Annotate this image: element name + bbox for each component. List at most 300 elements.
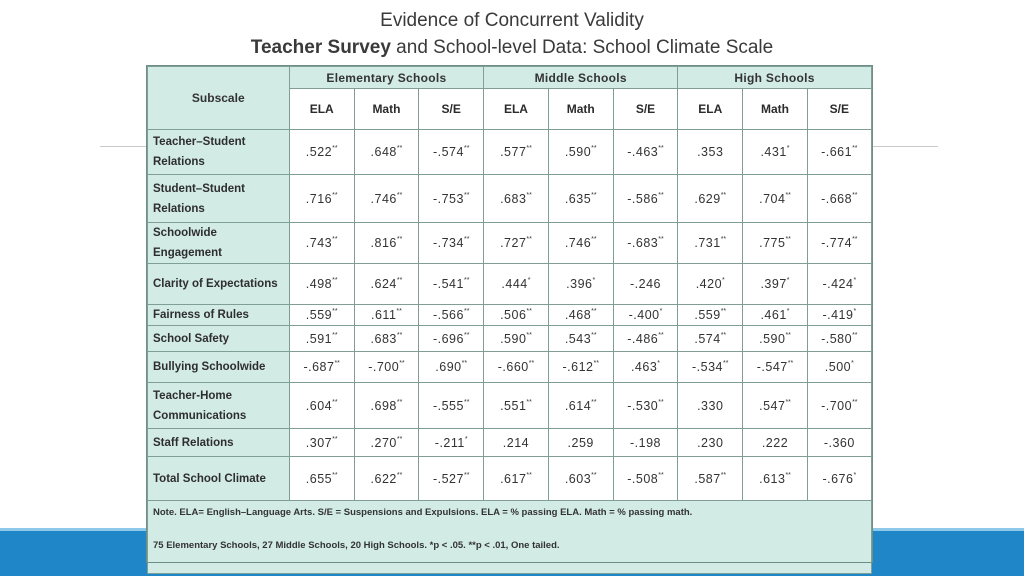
value-cell <box>548 175 613 223</box>
cell-value: .559 <box>305 308 333 322</box>
cell-value: -.463 <box>627 145 659 159</box>
significance-marker: ** <box>463 145 470 152</box>
significance-marker: ** <box>463 331 470 339</box>
cell-value: .683 <box>500 191 527 206</box>
cell-value: .353 <box>697 145 724 159</box>
significance-marker: * <box>592 277 596 284</box>
value-cell <box>354 457 418 501</box>
significance-marker: ** <box>396 398 403 406</box>
value-cell <box>548 130 613 175</box>
value-cell <box>613 352 677 383</box>
significance-marker: ** <box>332 145 338 152</box>
cell-value: .746 <box>564 236 592 250</box>
cell-value: .574 <box>694 331 721 346</box>
significance-marker: ** <box>591 308 597 315</box>
cell-value: .461 <box>760 308 787 322</box>
significance-marker: ** <box>463 277 470 284</box>
significance-marker: ** <box>399 360 405 367</box>
significance-marker: ** <box>720 308 727 315</box>
significance-marker: ** <box>526 308 532 315</box>
significance-marker: ** <box>332 277 338 284</box>
group-header-elementary: Elementary Schools <box>289 67 484 89</box>
cell-value: .704 <box>759 191 786 206</box>
cell-value: .716 <box>305 191 333 206</box>
cell-value: .396 <box>566 277 593 291</box>
cell-value: .655 <box>305 471 333 486</box>
value-cell <box>354 223 418 264</box>
cell-value: .498 <box>305 277 333 291</box>
significance-marker: ** <box>591 398 597 406</box>
cell-value: -.547 <box>756 360 788 374</box>
cell-value: .463 <box>630 360 658 374</box>
value-cell <box>419 326 484 352</box>
value-cell <box>743 264 807 305</box>
divider-left <box>100 146 148 147</box>
significance-marker: * <box>657 360 661 367</box>
row-label: Teacher-Home Communications <box>148 383 290 429</box>
cell-value: .587 <box>694 471 721 486</box>
significance-marker: ** <box>852 236 858 243</box>
cell-value: .603 <box>564 471 592 486</box>
value-cell <box>289 326 354 352</box>
cell-value: -.683 <box>627 236 659 250</box>
significance-marker: ** <box>332 398 338 406</box>
significance-marker: * <box>786 277 790 284</box>
value-cell <box>613 326 677 352</box>
significance-marker: ** <box>528 360 535 367</box>
row-label: Staff Relations <box>148 429 290 457</box>
significance-marker: ** <box>396 236 403 243</box>
value-cell <box>743 175 807 223</box>
row-label: Schoolwide Engagement <box>148 223 290 264</box>
significance-marker: ** <box>852 331 858 339</box>
title-rest-part: and School-level Data: School Climate Scale <box>390 37 774 58</box>
value-cell <box>678 305 743 326</box>
value-cell <box>807 305 871 326</box>
value-cell <box>289 305 354 326</box>
cell-value: .222 <box>761 435 789 450</box>
value-cell <box>613 223 677 264</box>
table-row <box>148 326 872 352</box>
value-cell <box>354 429 418 457</box>
cell-value: -.527 <box>432 471 464 486</box>
cell-value: .727 <box>500 236 527 250</box>
slide-title-line2 <box>0 37 1024 59</box>
value-cell <box>807 429 871 457</box>
subcol-header: Math <box>354 89 418 130</box>
table-note <box>148 501 872 574</box>
cell-value: .591 <box>305 331 333 346</box>
value-cell <box>807 326 871 352</box>
significance-marker: ** <box>852 191 858 199</box>
significance-marker: ** <box>785 398 791 406</box>
cell-value: -.700 <box>368 360 400 374</box>
divider-right <box>872 146 938 147</box>
cell-value: -.696 <box>432 331 464 346</box>
value-cell <box>613 383 677 429</box>
significance-marker: ** <box>332 308 338 315</box>
table-row <box>148 130 872 175</box>
validity-table <box>147 66 872 562</box>
cell-value: -.661 <box>821 145 853 159</box>
note-abbreviations: Note. ELA= English–Language Arts. S/E = Suspensions and Expulsions. ELA = % passing ELA. Math = % passing math. <box>153 507 693 518</box>
significance-marker: ** <box>463 191 470 199</box>
cell-value: .397 <box>760 277 787 291</box>
significance-marker: ** <box>852 145 858 152</box>
value-cell <box>354 305 418 326</box>
significance-marker: ** <box>526 331 532 339</box>
cell-value: .590 <box>759 331 786 346</box>
correlation-table <box>147 66 872 574</box>
significance-marker: ** <box>591 331 597 339</box>
cell-value: .444 <box>501 277 528 291</box>
table-row <box>148 383 872 429</box>
value-cell <box>807 457 871 501</box>
cell-value: .559 <box>694 308 721 322</box>
cell-value: .731 <box>694 236 721 250</box>
cell-value: -.668 <box>821 191 853 206</box>
value-cell <box>354 264 418 305</box>
significance-marker: ** <box>658 398 664 406</box>
value-cell <box>613 305 677 326</box>
significance-marker: ** <box>526 191 532 199</box>
value-cell <box>807 383 871 429</box>
cell-value: .506 <box>500 308 527 322</box>
cell-value: -.700 <box>821 398 853 413</box>
significance-marker: ** <box>396 308 402 315</box>
significance-marker: ** <box>463 398 470 406</box>
value-cell <box>484 223 548 264</box>
table-row <box>148 429 872 457</box>
cell-value: .611 <box>371 308 397 322</box>
slide-title-line1: Evidence of Concurrent Validity <box>380 10 644 31</box>
cell-value: .230 <box>697 435 724 450</box>
value-cell <box>613 264 677 305</box>
cell-value: .547 <box>759 398 786 413</box>
cell-value: .613 <box>759 471 786 486</box>
value-cell <box>548 264 613 305</box>
cell-value: -.734 <box>432 236 464 250</box>
value-cell <box>678 457 743 501</box>
significance-marker: ** <box>396 331 403 339</box>
cell-value: -.246 <box>629 277 661 291</box>
value-cell <box>678 383 743 429</box>
significance-marker: ** <box>526 145 532 152</box>
value-cell <box>484 130 548 175</box>
significance-marker: ** <box>463 236 470 243</box>
value-cell <box>678 429 743 457</box>
significance-marker: * <box>786 145 790 152</box>
cell-value: .577 <box>500 145 527 159</box>
table-row <box>148 264 872 305</box>
value-cell <box>484 264 548 305</box>
value-cell <box>613 130 677 175</box>
value-cell <box>419 457 484 501</box>
cell-value: -.580 <box>821 331 853 346</box>
significance-marker: * <box>464 435 468 443</box>
group-header-high: High Schools <box>678 67 872 89</box>
significance-marker: ** <box>591 471 597 479</box>
significance-marker: ** <box>658 145 664 152</box>
significance-marker: ** <box>526 398 532 406</box>
value-cell <box>678 223 743 264</box>
row-label: School Safety <box>148 326 290 352</box>
significance-marker: ** <box>591 145 597 152</box>
significance-marker: ** <box>658 191 664 199</box>
cell-value: -.534 <box>692 360 724 374</box>
significance-marker: ** <box>593 360 599 367</box>
significance-marker: * <box>853 308 857 315</box>
cell-value: .604 <box>305 398 333 413</box>
value-cell <box>678 130 743 175</box>
value-cell <box>419 175 484 223</box>
table-row <box>148 352 872 383</box>
cell-value: .330 <box>697 398 724 413</box>
value-cell <box>289 429 354 457</box>
cell-value: .617 <box>500 471 527 486</box>
value-cell <box>807 264 871 305</box>
note-sample-significance: 75 Elementary Schools, 27 Middle Schools, 20 High Schools. *p < .05. **p < .01, One tailed. <box>153 540 560 551</box>
significance-marker: * <box>527 277 531 284</box>
significance-marker: ** <box>723 360 729 367</box>
title-bold-part: Teacher Survey <box>250 37 391 58</box>
subcol-header: ELA <box>678 89 743 130</box>
value-cell <box>354 326 418 352</box>
value-cell <box>484 429 548 457</box>
value-cell <box>419 429 484 457</box>
cell-value: .259 <box>567 435 594 450</box>
significance-marker: ** <box>591 191 597 199</box>
significance-marker: ** <box>396 191 403 199</box>
value-cell <box>678 264 743 305</box>
cell-value: .500 <box>824 360 852 374</box>
cell-value: -.360 <box>823 435 855 450</box>
value-cell <box>548 383 613 429</box>
cell-value: -.774 <box>821 236 853 250</box>
significance-marker: ** <box>785 471 791 479</box>
cell-value: .590 <box>564 145 592 159</box>
significance-marker: ** <box>787 360 794 367</box>
cell-value: .270 <box>370 435 397 450</box>
significance-marker: ** <box>658 471 664 479</box>
cell-value: .214 <box>502 435 530 450</box>
cell-value: -.424 <box>822 277 854 291</box>
significance-marker: ** <box>396 435 403 443</box>
value-cell <box>289 457 354 501</box>
value-cell <box>354 130 418 175</box>
table-row <box>148 305 872 326</box>
value-cell <box>613 457 677 501</box>
row-label: Teacher–Student Relations <box>148 130 290 175</box>
value-cell <box>484 326 548 352</box>
significance-marker: ** <box>332 331 338 339</box>
significance-marker: ** <box>720 236 727 243</box>
value-cell <box>678 352 743 383</box>
subscale-header: Subscale <box>148 67 290 130</box>
value-cell <box>743 457 807 501</box>
significance-marker: * <box>853 471 857 479</box>
significance-marker: * <box>786 308 790 315</box>
cell-value: .635 <box>564 191 592 206</box>
cell-value: .775 <box>759 236 786 250</box>
value-cell <box>484 383 548 429</box>
value-cell <box>743 352 807 383</box>
subcol-header: ELA <box>484 89 548 130</box>
significance-marker: ** <box>785 331 791 339</box>
cell-value: -.530 <box>627 398 659 413</box>
value-cell <box>484 352 548 383</box>
significance-marker: * <box>853 277 857 284</box>
value-cell <box>289 264 354 305</box>
significance-marker: ** <box>785 191 791 199</box>
row-label: Total School Climate <box>148 457 290 501</box>
cell-value: .648 <box>370 145 397 159</box>
significance-marker: ** <box>463 471 470 479</box>
cell-value: -.586 <box>627 191 659 206</box>
cell-value: -.612 <box>562 360 594 374</box>
cell-value: .543 <box>564 331 592 346</box>
value-cell <box>419 223 484 264</box>
cell-value: -.419 <box>822 308 854 322</box>
value-cell <box>548 223 613 264</box>
value-cell <box>807 175 871 223</box>
cell-value: -.555 <box>432 398 464 413</box>
value-cell <box>678 326 743 352</box>
value-cell <box>743 326 807 352</box>
significance-marker: * <box>659 308 663 315</box>
value-cell <box>678 175 743 223</box>
value-cell <box>354 383 418 429</box>
group-header-middle: Middle Schools <box>484 67 678 89</box>
cell-value: .590 <box>500 331 527 346</box>
cell-value: .522 <box>305 145 333 159</box>
cell-value: -.508 <box>627 471 659 486</box>
cell-value: -.400 <box>628 308 660 322</box>
significance-marker: ** <box>720 471 727 479</box>
value-cell <box>289 130 354 175</box>
value-cell <box>419 352 484 383</box>
value-cell <box>807 352 871 383</box>
significance-marker: ** <box>332 191 338 199</box>
value-cell <box>548 326 613 352</box>
row-label: Clarity of Expectations <box>148 264 290 305</box>
cell-value: .624 <box>370 277 397 291</box>
value-cell <box>613 429 677 457</box>
significance-marker: ** <box>396 471 403 479</box>
significance-marker: ** <box>720 331 727 339</box>
value-cell <box>548 305 613 326</box>
cell-value: -.753 <box>432 191 464 206</box>
value-cell <box>484 457 548 501</box>
significance-marker: ** <box>591 236 597 243</box>
cell-value: -.574 <box>432 145 464 159</box>
significance-marker: * <box>851 360 854 367</box>
cell-value: .698 <box>370 398 397 413</box>
value-cell <box>548 352 613 383</box>
value-cell <box>613 175 677 223</box>
significance-marker: ** <box>332 236 338 243</box>
table-row <box>148 223 872 264</box>
significance-marker: ** <box>658 236 664 243</box>
value-cell <box>289 175 354 223</box>
value-cell <box>419 305 484 326</box>
significance-marker: ** <box>396 277 403 284</box>
row-label: Fairness of Rules <box>148 305 290 326</box>
row-label: Student–Student Relations <box>148 175 290 223</box>
significance-marker: ** <box>720 191 727 199</box>
subcol-header: S/E <box>613 89 677 130</box>
cell-value: .431 <box>760 145 787 159</box>
cell-value: -.198 <box>629 435 661 450</box>
cell-value: .690 <box>435 360 462 374</box>
value-cell <box>807 130 871 175</box>
value-cell <box>743 429 807 457</box>
value-cell <box>419 264 484 305</box>
subcol-header: S/E <box>419 89 484 130</box>
significance-marker: ** <box>526 471 532 479</box>
cell-value: .743 <box>305 236 333 250</box>
cell-value: .468 <box>564 308 592 322</box>
value-cell <box>354 352 418 383</box>
value-cell <box>289 383 354 429</box>
cell-value: -.486 <box>627 331 659 346</box>
significance-marker: ** <box>785 236 791 243</box>
cell-value: -.676 <box>822 471 854 486</box>
value-cell <box>419 130 484 175</box>
table-row <box>148 175 872 223</box>
cell-value: -.541 <box>432 277 464 291</box>
value-cell <box>548 429 613 457</box>
significance-marker: ** <box>332 471 338 479</box>
value-cell <box>484 175 548 223</box>
significance-marker: ** <box>334 360 340 367</box>
cell-value: .683 <box>370 331 397 346</box>
value-cell <box>743 130 807 175</box>
cell-value: .614 <box>564 398 592 413</box>
value-cell <box>484 305 548 326</box>
value-cell <box>354 175 418 223</box>
table-row <box>148 457 872 501</box>
value-cell <box>419 383 484 429</box>
value-cell <box>289 352 354 383</box>
cell-value: .629 <box>694 191 721 206</box>
cell-value: .551 <box>500 398 527 413</box>
cell-value: -.211 <box>434 435 465 450</box>
subcol-header: Math <box>743 89 807 130</box>
cell-value: -.687 <box>303 360 335 374</box>
subcol-header: Math <box>548 89 613 130</box>
significance-marker: ** <box>852 398 858 406</box>
value-cell <box>289 223 354 264</box>
value-cell <box>743 383 807 429</box>
cell-value: .622 <box>370 471 397 486</box>
cell-value: -.566 <box>432 308 464 322</box>
cell-value: -.660 <box>497 360 529 374</box>
cell-value: .746 <box>370 191 397 206</box>
significance-marker: ** <box>463 308 470 315</box>
significance-marker: ** <box>332 435 338 443</box>
value-cell <box>807 223 871 264</box>
significance-marker: ** <box>396 145 403 152</box>
significance-marker: * <box>722 277 725 284</box>
subcol-header: ELA <box>289 89 354 130</box>
cell-value: .420 <box>695 277 723 291</box>
subcol-header: S/E <box>807 89 871 130</box>
value-cell <box>548 457 613 501</box>
significance-marker: ** <box>526 236 532 243</box>
significance-marker: ** <box>461 360 468 367</box>
cell-value: .816 <box>370 236 397 250</box>
